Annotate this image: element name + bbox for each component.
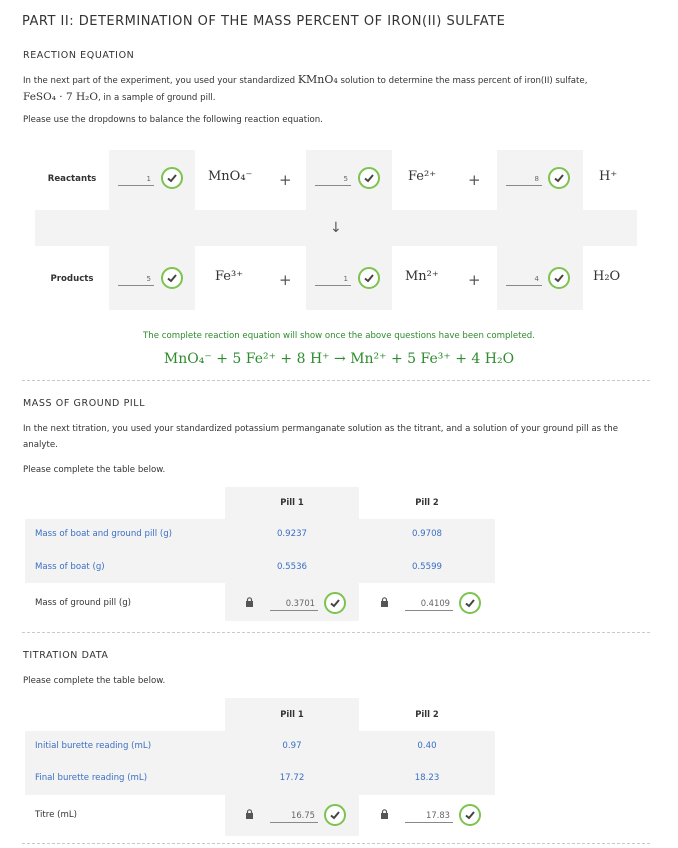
mass-value: 0.9708 [411, 529, 443, 539]
page-title: PART II: DETERMINATION OF THE MASS PERCENT OF IRON(II) SULFATE [22, 14, 506, 29]
product-3-coef-select[interactable]: 4 [506, 270, 542, 286]
reaction-heading: REACTION EQUATION [23, 50, 135, 61]
check-icon [324, 592, 346, 614]
check-icon [459, 804, 481, 826]
mass-ground-pill1-input[interactable]: 0.3701 [270, 595, 318, 611]
mass-value: 0.5536 [276, 562, 308, 572]
check-icon [548, 167, 570, 189]
feso4-formula: FeSO₄ · 7 H₂O [23, 91, 98, 103]
titration-heading: TITRATION DATA [23, 650, 109, 661]
section-divider [22, 632, 650, 633]
check-icon [324, 804, 346, 826]
complete-equation: MnO₄⁻ + 5 Fe²⁺ + 8 H⁺ → Mn²⁺ + 5 Fe³⁺ + 4 H₂O [163, 351, 515, 367]
product-3-species: H₂O [593, 269, 621, 284]
titration-value: 0.97 [282, 741, 302, 751]
col-header-pill1: Pill 1 [280, 709, 304, 719]
titration-value: 18.23 [414, 773, 440, 783]
check-icon [161, 267, 183, 289]
product-1-species: Fe³⁺ [215, 269, 244, 284]
plus-sign: + [279, 171, 292, 189]
reactant-1-species: MnO₄⁻ [208, 169, 253, 184]
lock-icon [380, 597, 389, 607]
plus-sign: + [468, 171, 481, 189]
mass-value: 0.5599 [411, 562, 443, 572]
reaction-intro: In the next part of the experiment, you used your standardized KMnO₄ solution to determine the mass percent of iron(II) sulfate, FeSO₄ · 7 H₂O, in a sample of ground pill. [23, 73, 588, 103]
titration-row-label: Final burette reading (mL) [35, 773, 148, 783]
product-2-coef-select[interactable]: 1 [315, 270, 351, 286]
reaction-instruction: Please use the dropdowns to balance the following reaction equation. [23, 115, 323, 125]
reactant-2-species: Fe²⁺ [408, 169, 437, 184]
col-header-pill2: Pill 2 [415, 497, 439, 507]
titre-pill2-input[interactable]: 17.83 [405, 807, 453, 823]
col-header-pill1: Pill 1 [280, 497, 304, 507]
mass-row-label: Mass of boat (g) [35, 562, 105, 572]
lock-icon [380, 809, 389, 819]
reactant-1-coef-select[interactable]: 1 [118, 170, 154, 186]
section-divider [22, 380, 650, 381]
reactant-2-coef-select[interactable]: 5 [315, 170, 351, 186]
titration-instruction: Please complete the table below. [23, 676, 166, 686]
check-icon [459, 592, 481, 614]
mass-instruction: Please complete the table below. [23, 465, 166, 475]
mass-row-label: Mass of ground pill (g) [35, 598, 132, 608]
down-arrow-icon: ↓ [330, 220, 342, 236]
titration-value: 17.72 [279, 773, 305, 783]
check-icon [358, 167, 380, 189]
reactant-3-coef-select[interactable]: 8 [506, 170, 542, 186]
reactant-3-species: H⁺ [599, 169, 618, 184]
lock-icon [245, 597, 254, 607]
mass-value: 0.9237 [276, 529, 308, 539]
product-2-species: Mn²⁺ [405, 269, 439, 284]
complete-equation-note: The complete reaction equation will show once the above questions have been completed. [143, 331, 535, 341]
plus-sign: + [468, 271, 481, 289]
reactants-label: Reactants [47, 174, 97, 184]
lock-icon [245, 809, 254, 819]
check-icon [548, 267, 570, 289]
kmno4-formula: KMnO₄ [297, 73, 338, 86]
products-label: Products [50, 274, 94, 284]
col-header-pill2: Pill 2 [415, 709, 439, 719]
product-1-coef-select[interactable]: 5 [118, 270, 154, 286]
check-icon [161, 167, 183, 189]
titration-row-label: Initial burette reading (mL) [35, 741, 152, 751]
mass-heading: MASS OF GROUND PILL [23, 398, 146, 409]
mass-row-label: Mass of boat and ground pill (g) [35, 529, 173, 539]
titre-pill1-input[interactable]: 16.75 [270, 807, 318, 823]
mass-ground-pill2-input[interactable]: 0.4109 [405, 595, 453, 611]
mass-intro: In the next titration, you used your standardized potassium permanganate solution as the titrant, and a solution of your ground pill as the analyte. [23, 424, 618, 450]
titration-row-label: Titre (mL) [35, 810, 77, 820]
plus-sign: + [279, 271, 292, 289]
section-divider [22, 843, 650, 844]
check-icon [358, 267, 380, 289]
titration-value: 0.40 [417, 741, 437, 751]
